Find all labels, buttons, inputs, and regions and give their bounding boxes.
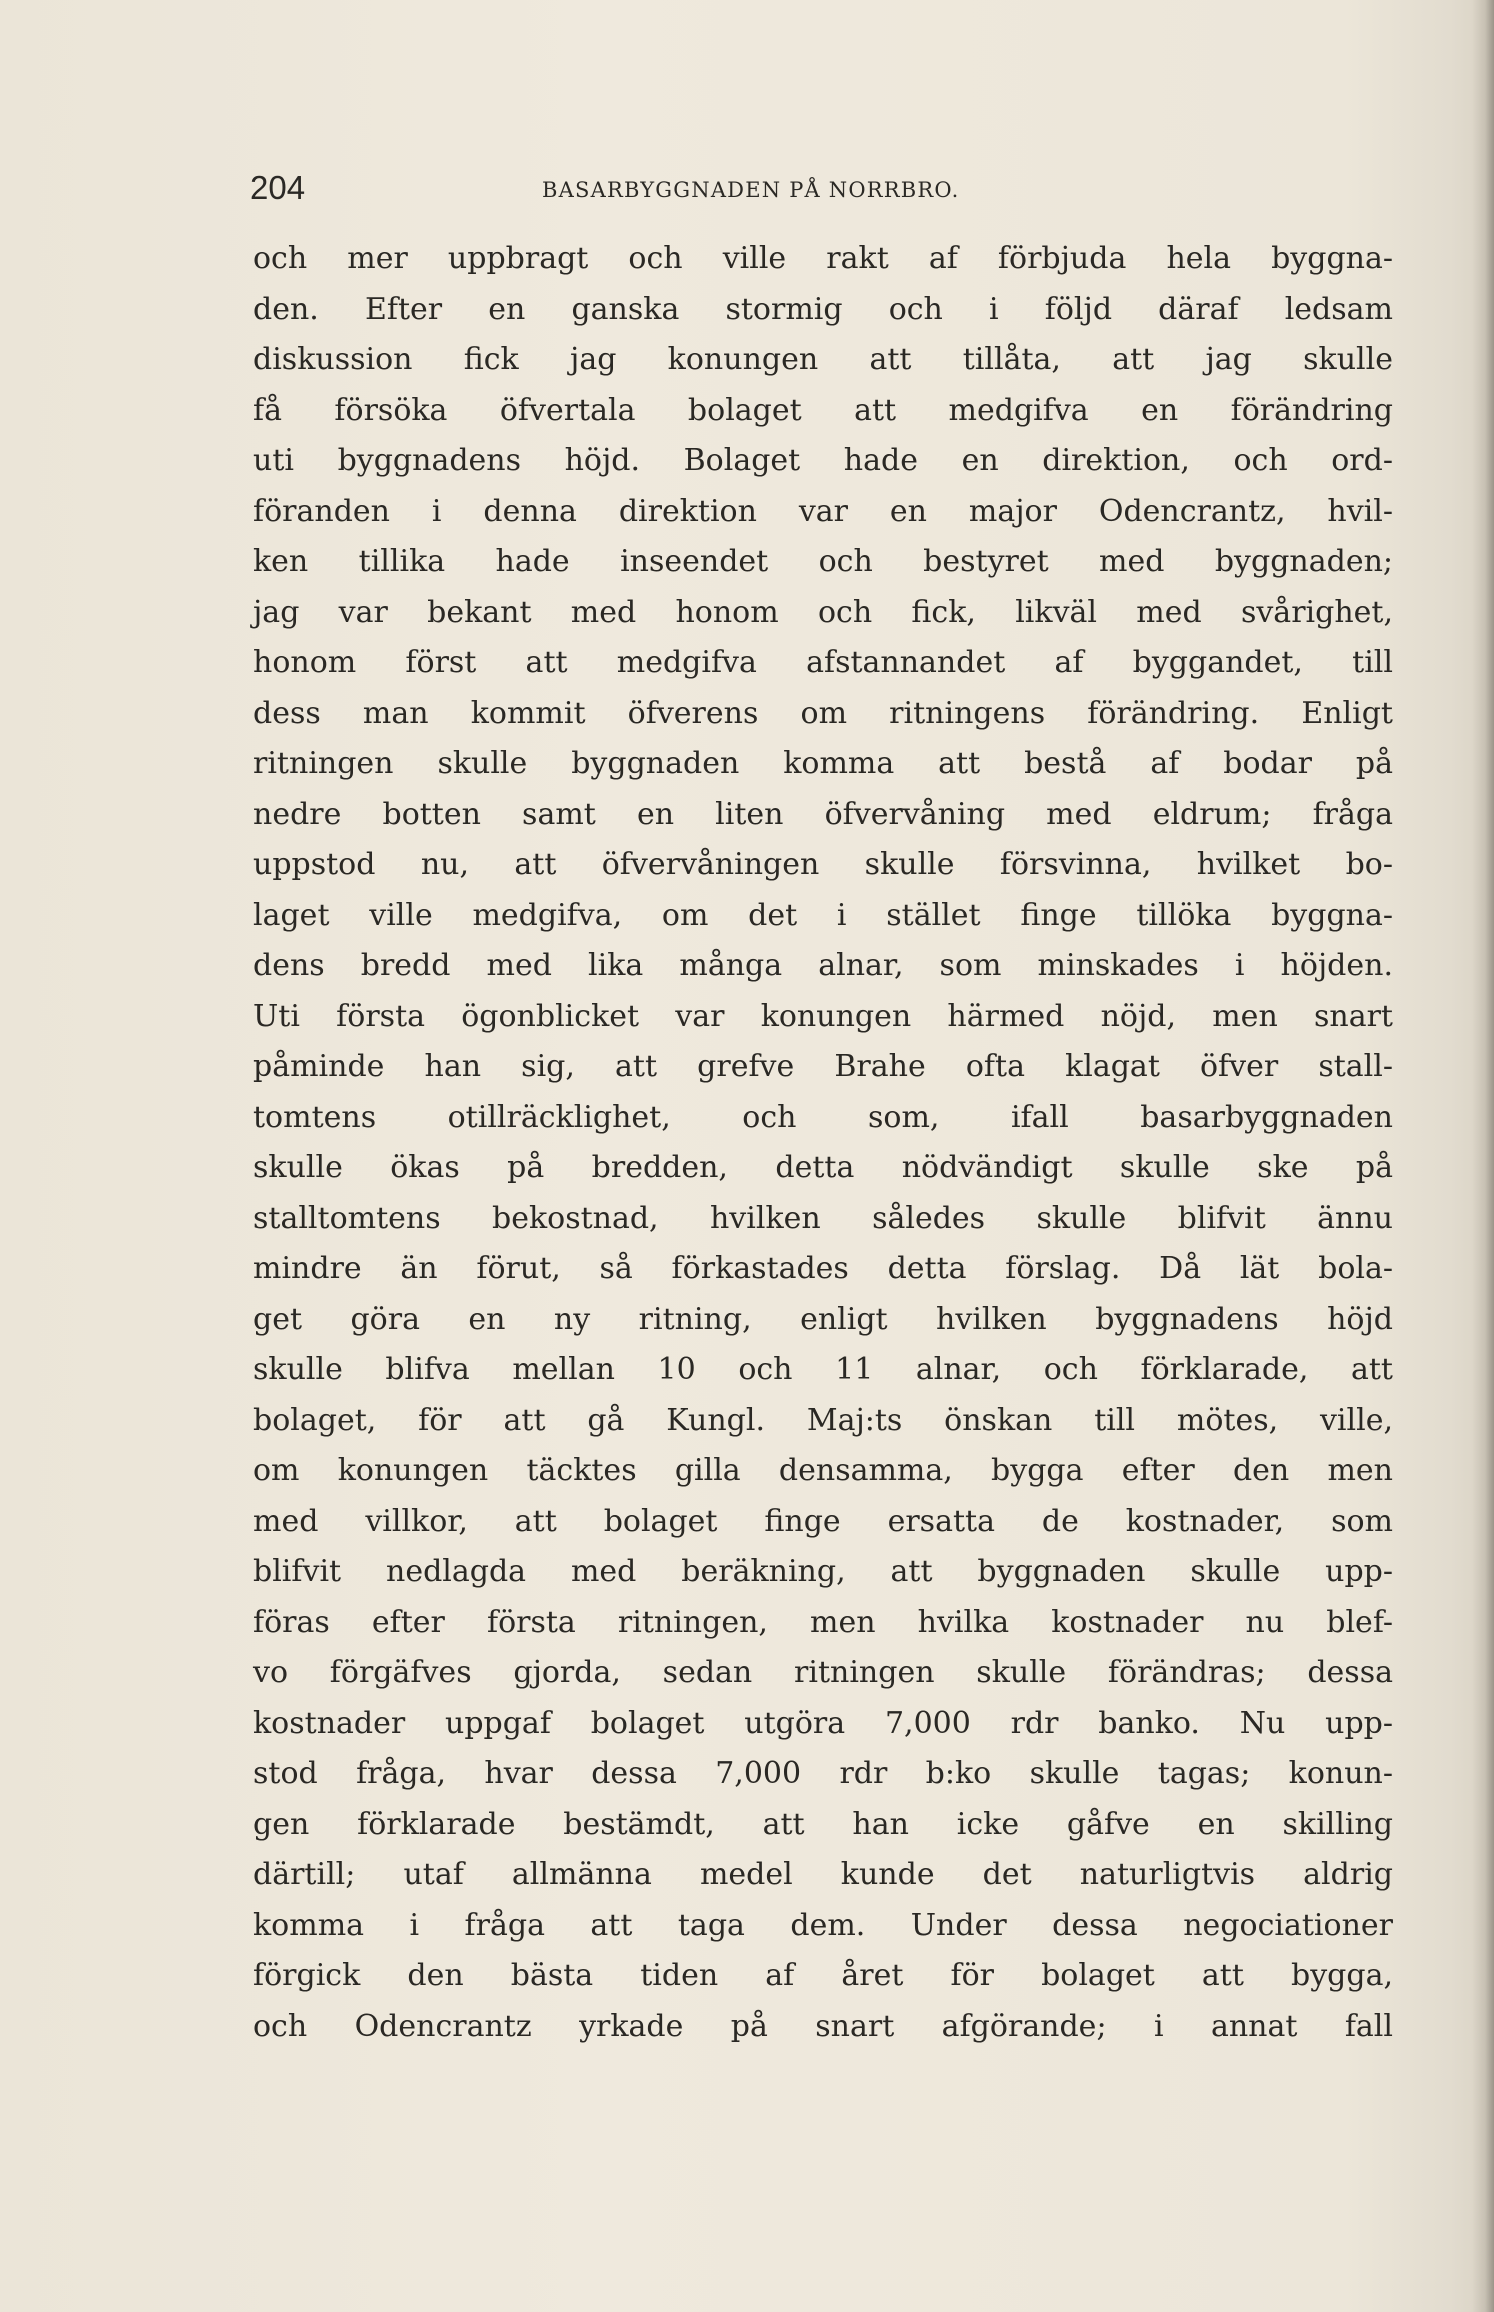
text-line: ken tillika hade inseendet och bestyret med byggnaden;	[253, 544, 1393, 579]
text-line: laget ville medgifva, om det i stället finge tillöka byggna-	[253, 897, 1393, 933]
text-line: gen förklarade bestämdt, att han icke gåfve en skilling	[253, 1806, 1393, 1842]
text-line: och Odencrantz yrkade på snart afgörande; i annat fall	[253, 2008, 1393, 2044]
text-line: uppstod nu, att öfvervåningen skulle försvinna, hvilket bo-	[253, 847, 1393, 882]
text-line: förgick den bästa tiden af året för bolaget att bygga,	[253, 1958, 1393, 1993]
text-line: uti byggnadens höjd. Bolaget hade en direktion, och ord-	[253, 443, 1393, 478]
body-text	[253, 234, 1393, 2052]
text-line: stod fråga, hvar dessa 7,000 rdr b:ko skulle tagas; konun-	[253, 1756, 1393, 1791]
text-line: dens bredd med lika många alnar, som minskades i höjden.	[253, 948, 1393, 983]
running-head	[250, 164, 1390, 212]
text-line: get göra en ny ritning, enligt hvilken byggnadens höjd	[253, 1301, 1393, 1337]
running-title: BASARBYGGNADEN PÅ NORRBRO.	[542, 178, 960, 202]
text-line: honom först att medgifva afstannandet af byggandet, till	[253, 645, 1393, 680]
text-line: ritningen skulle byggnaden komma att bestå af bodar på	[253, 746, 1393, 781]
text-line: om konungen täcktes gilla densamma, bygga efter den men	[253, 1453, 1393, 1488]
text-line: få försöka öfvertala bolaget att medgifva en förändring	[253, 392, 1393, 428]
text-line: komma i fråga att taga dem. Under dessa negociationer	[253, 1907, 1393, 1943]
page-edge-shadow	[1472, 0, 1494, 2312]
text-line: bolaget, för att gå Kungl. Maj:ts önskan till mötes, ville,	[253, 1402, 1393, 1438]
text-line: nedre botten samt en liten öfvervåning med eldrum; fråga	[253, 796, 1393, 832]
text-line: jag var bekant med honom och fick, likväl med svårighet,	[253, 594, 1393, 630]
text-line: därtill; utaf allmänna medel kunde det naturligtvis aldrig	[253, 1857, 1393, 1892]
text-line: föranden i denna direktion var en major Odencrantz, hvil-	[253, 493, 1393, 529]
text-line: dess man kommit öfverens om ritningens förändring. Enligt	[253, 695, 1393, 731]
page-number: 204	[250, 169, 306, 206]
text-line: kostnader uppgaf bolaget utgöra 7,000 rdr banko. Nu upp-	[253, 1705, 1393, 1741]
text-line: skulle ökas på bredden, detta nödvändigt skulle ske på	[253, 1150, 1393, 1185]
text-line: Uti första ögonblicket var konungen härmed nöjd, men snart	[253, 998, 1393, 1034]
text-line: påminde han sig, att grefve Brahe ofta klagat öfver stall-	[253, 1049, 1393, 1084]
text-line: tomtens otillräcklighet, och som, ifall basarbyggnaden	[253, 1099, 1393, 1135]
text-line: föras efter första ritningen, men hvilka kostnader nu blef-	[253, 1604, 1393, 1640]
text-line: diskussion fick jag konungen att tillåta, att jag skulle	[253, 342, 1393, 377]
text-line: vo förgäfves gjorda, sedan ritningen skulle förändras; dessa	[253, 1655, 1393, 1690]
text-line: mindre än förut, så förkastades detta förslag. Då lät bola-	[253, 1251, 1393, 1286]
text-line: stalltomtens bekostnad, hvilken således skulle blifvit ännu	[253, 1200, 1393, 1236]
text-line: den. Efter en ganska stormig och i följd däraf ledsam	[253, 291, 1393, 327]
text-line: med villkor, att bolaget finge ersatta de kostnader, som	[253, 1503, 1393, 1539]
text-line: och mer uppbragt och ville rakt af förbjuda hela byggna-	[253, 241, 1393, 276]
text-line: blifvit nedlagda med beräkning, att byggnaden skulle upp-	[253, 1554, 1393, 1589]
text-line: skulle blifva mellan 10 och 11 alnar, och förklarade, att	[253, 1352, 1393, 1387]
